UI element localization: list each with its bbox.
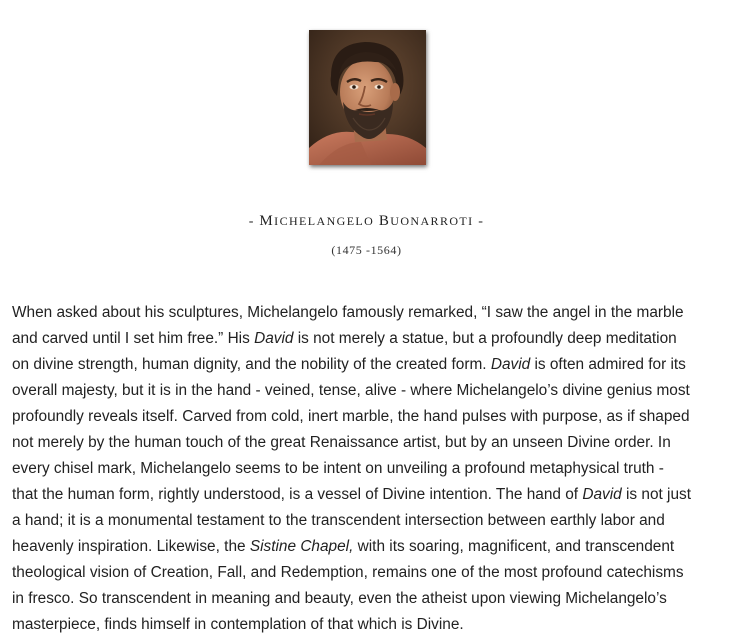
essay-text: that the human form, rightly understood, is a vessel of Divine intention. The hand of xyxy=(12,486,583,503)
essay-text: When asked about his sculptures, Michelangelo famously remarked, “I saw the angel in the marble xyxy=(12,304,684,321)
essay-line xyxy=(12,430,728,456)
essay-text: not merely by the human touch of the great Renaissance artist, but by an unseen Divine order. In xyxy=(12,434,671,451)
essay-paragraph xyxy=(12,300,728,638)
essay-line xyxy=(12,534,728,560)
essay-text: heavenly inspiration. Likewise, the xyxy=(12,538,250,555)
essay-text: a hand; it is a monumental testament to the transcendent intersection between earthly labor and xyxy=(12,512,665,529)
page-title xyxy=(0,213,733,230)
essay-line xyxy=(12,482,728,508)
essay-italic-title: David xyxy=(254,330,294,347)
essay-text: is often admired for its xyxy=(530,356,686,373)
essay-text: and carved until I set him free.” His xyxy=(12,330,255,347)
essay-line xyxy=(12,508,728,534)
essay-line xyxy=(12,378,728,404)
title-dash-right: - xyxy=(478,214,485,229)
portrait-image xyxy=(309,30,426,165)
essay-text: masterpiece, finds himself in contemplation of that which is Divine. xyxy=(12,616,464,633)
portrait-icon xyxy=(309,30,426,165)
first-name-initial: M xyxy=(259,213,275,229)
essay-text: every chisel mark, Michelangelo seems to be intent on unveiling a profound metaphysical truth - xyxy=(12,460,664,477)
first-name-rest: ICHELANGELO xyxy=(274,214,375,228)
essay-text: profoundly reveals itself. Carved from cold, inert marble, the hand pulses with purpose, as if shaped xyxy=(12,408,690,425)
essay-italic-title: David xyxy=(490,356,531,373)
essay-text: is not merely a statue, but a profoundly deep meditation xyxy=(293,330,677,347)
essay-line xyxy=(12,352,728,378)
essay-text: with its soaring, magnificent, and transcendent xyxy=(353,538,675,555)
last-name-rest: UONARROTI xyxy=(390,214,474,228)
essay-italic-title: Sistine Chapel, xyxy=(249,538,354,555)
essay-line xyxy=(12,326,728,352)
essay-line xyxy=(12,612,728,638)
title-dash-left: - xyxy=(248,214,255,229)
essay-text: on divine strength, human dignity, and the nobility of the created form. xyxy=(12,356,491,373)
essay-line xyxy=(12,560,728,586)
life-dates: (1475 -1564) xyxy=(331,243,402,257)
essay-line xyxy=(12,300,728,326)
essay-text: overall majesty, but it is in the hand - veined, tense, alive - where Michelangelo’s divine genius most xyxy=(12,382,690,399)
essay-text: in fresco. So transcendent in meaning and beauty, even the atheist upon viewing Michelangelo’s xyxy=(12,590,667,607)
essay-line xyxy=(12,586,728,612)
last-name-initial: B xyxy=(378,213,391,229)
essay-line xyxy=(12,404,728,430)
essay-line xyxy=(12,456,728,482)
essay-text: is not just xyxy=(621,486,692,503)
essay-italic-title: David xyxy=(582,486,622,503)
essay-text: theological vision of Creation, Fall, and Redemption, remains one of the most profound catechisms xyxy=(12,564,684,581)
